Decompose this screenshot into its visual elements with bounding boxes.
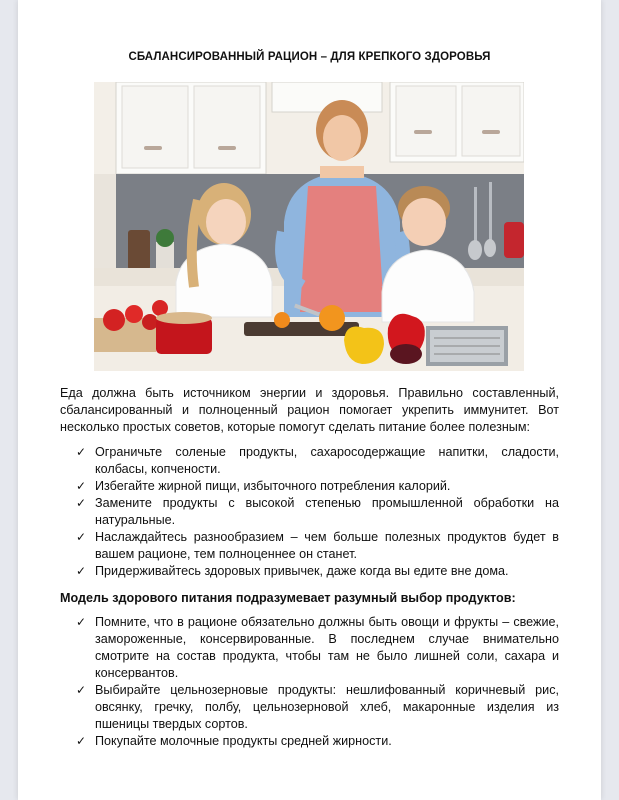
list-item [60, 614, 559, 682]
list-item [60, 495, 559, 529]
checkmark-icon: ✓ [76, 683, 87, 697]
page-title: СБАЛАНСИРОВАННЫЙ РАЦИОН – ДЛЯ КРЕПКОГО ЗДОРОВЬЯ [128, 51, 491, 63]
list-item-text: Придерживайтесь здоровых привычек, даже когда вы едите вне дома. [95, 564, 509, 578]
list-item-text: Замените продукты с высокой степенью промышленной обработки на натуральные. [95, 496, 559, 527]
checkmark-icon: ✓ [76, 734, 87, 748]
list-item-text: Выбирайте цельнозерновые продукты: нешлифованный коричневый рис, овсянку, гречку, полбу, цельнозерновой хлеб, макаронные изделия из пшеницы твердых сортов. [95, 683, 559, 731]
list-item-text: Избегайте жирной пищи, избыточного потребления калорий. [95, 479, 451, 493]
model-heading: Модель здорового питания подразумевает разумный выбор продуктов: [60, 591, 516, 605]
family-cooking-photo [94, 82, 524, 371]
list-item-text: Помните, что в рационе обязательно должны быть овощи и фрукты – свежие, замороженные, консервированные. В последнем случае внимательно смотрите на состав продукта, чтобы там не было лишней соли, сахара и консервантов. [95, 615, 559, 680]
list-item [60, 529, 559, 563]
family-cooking-illustration [94, 82, 524, 371]
list-item-text: Ограничьте соленые продукты, сахаросодержащие напитки, сладости, колбасы, копчености. [95, 445, 559, 476]
checkmark-icon: ✓ [76, 496, 87, 510]
checkmark-icon: ✓ [76, 445, 87, 459]
checkmark-icon: ✓ [76, 615, 87, 629]
intro-paragraph: Еда должна быть источником энергии и здоровья. Правильно составленный, сбалансированный и полноценный рацион помогает укрепить иммунитет. Вот несколько простых советов, которые помогут сделать питание более полезным: [60, 386, 559, 434]
model-list [60, 614, 559, 750]
list-item [60, 444, 559, 478]
checkmark-icon: ✓ [76, 530, 87, 544]
checkmark-icon: ✓ [76, 479, 87, 493]
list-item [60, 478, 559, 495]
checkmark-icon: ✓ [76, 564, 87, 578]
tips-list [60, 444, 559, 580]
document-page [18, 0, 601, 800]
list-item-text: Наслаждайтесь разнообразием – чем больше полезных продуктов будет в вашем рационе, тем полноценнее он станет. [95, 530, 559, 561]
list-item-text: Покупайте молочные продукты средней жирности. [95, 734, 392, 748]
list-item [60, 563, 559, 580]
list-item [60, 733, 559, 750]
list-item [60, 682, 559, 733]
